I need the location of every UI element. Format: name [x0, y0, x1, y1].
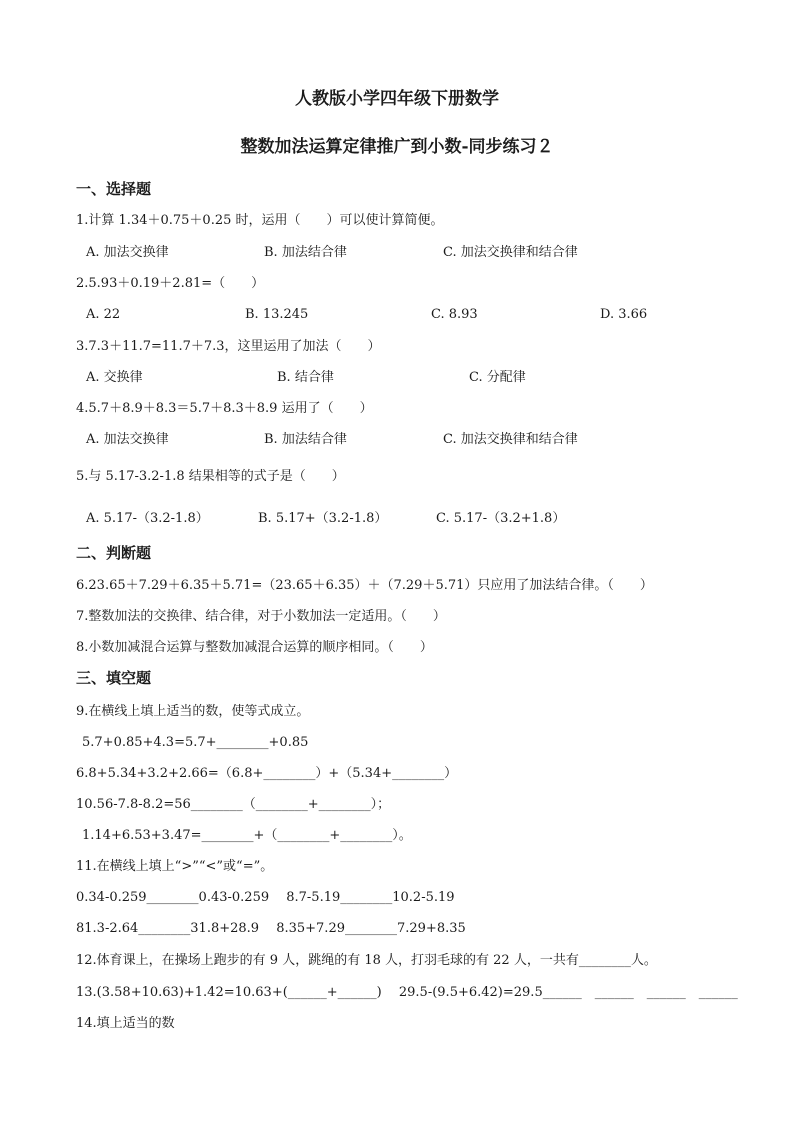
q1-option-a: A. 加法交换律 — [86, 245, 169, 260]
q4-option-c: C. 加法交换律和结合律 — [443, 432, 578, 447]
q1-option-c: C. 加法交换律和结合律 — [443, 245, 578, 260]
question-3: 3.7.3＋11.7=11.7＋7.3，这里运用了加法（ ） — [76, 339, 381, 354]
q4-option-a: A. 加法交换律 — [86, 432, 169, 447]
question-12: 12.体育课上，在操场上跑步的有 9 人，跳绳的有 18 人，打羽毛球的有 22 人，一共有________人。 — [76, 953, 657, 968]
q5-option-b: B. 5.17+（3.2-1.8） — [258, 511, 388, 526]
page-subtitle: 整数加法运算定律推广到小数-同步练习２ — [240, 137, 554, 157]
question-8: 8.小数加减混合运算与整数加减混合运算的顺序相同。（ ） — [76, 640, 433, 655]
question-7: 7.整数加法的交换律、结合律，对于小数加法一定适用。（ ） — [76, 609, 446, 624]
question-5: 5.与 5.17-3.2-1.8 结果相等的式子是（ ） — [76, 469, 345, 484]
q3-option-c: C. 分配律 — [469, 370, 526, 385]
q2-option-b: B. 13.245 — [245, 307, 309, 322]
question-11: 11.在横线上填上“>”“<”或“=”。 — [76, 859, 274, 874]
section-heading-choice: 一、选择题 — [76, 180, 152, 198]
question-14: 14.填上适当的数 — [76, 1016, 175, 1031]
q5-option-a: A. 5.17-（3.2-1.8） — [86, 511, 209, 526]
question-1: 1.计算 1.34＋0.75＋0.25 时，运用（ ）可以使计算简便。 — [76, 213, 444, 228]
question-10-line-2: 1.14+6.53+3.47=________+（________+________）。 — [82, 828, 412, 843]
q5-option-c: C. 5.17-（3.2+1.8） — [436, 511, 566, 526]
question-4: 4.5.7＋8.9＋8.3＝5.7＋8.3＋8.9 运用了（ ） — [76, 401, 373, 416]
question-10-line-1: 10.56-7.8-8.2=56________（________+________）； — [76, 797, 391, 812]
q4-option-b: B. 加法结合律 — [264, 432, 347, 447]
question-9-line-1: 5.7+0.85+4.3=5.7+________+0.85 — [82, 735, 309, 750]
q2-option-a: A. 22 — [86, 307, 121, 322]
question-9: 9.在横线上填上适当的数，使等式成立。 — [76, 704, 310, 719]
q1-option-b: B. 加法结合律 — [264, 245, 347, 260]
page-title: 人教版小学四年级下册数学 — [295, 89, 499, 109]
q3-option-a: A. 交换律 — [86, 370, 143, 385]
section-heading-fill: 三、填空题 — [76, 669, 152, 687]
question-6: 6.23.65＋7.29＋6.35＋5.71=（23.65＋6.35）＋（7.29＋5.71）只应用了加法结合律。（ ） — [76, 578, 653, 593]
question-11-line-2: 81.3-2.64________31.8+28.9 8.35+7.29________7.29+8.35 — [76, 921, 466, 936]
q2-option-d: D. 3.66 — [600, 307, 648, 322]
question-9-line-2: 6.8+5.34+3.2+2.66=（6.8+________）+（5.34+________） — [76, 766, 458, 781]
question-13: 13.(3.58+10.63)+1.42=10.63+(______+______) 29.5-(9.5+6.42)=29.5______ ______ ______ ______ — [76, 985, 738, 1000]
q2-option-c: C. 8.93 — [431, 307, 478, 322]
q3-option-b: B. 结合律 — [277, 370, 334, 385]
question-11-line-1: 0.34-0.259________0.43-0.259 8.7-5.19________10.2-5.19 — [76, 890, 455, 905]
question-2: 2.5.93＋0.19＋2.81=（ ） — [76, 276, 265, 291]
section-heading-judgement: 二、判断题 — [76, 544, 152, 562]
